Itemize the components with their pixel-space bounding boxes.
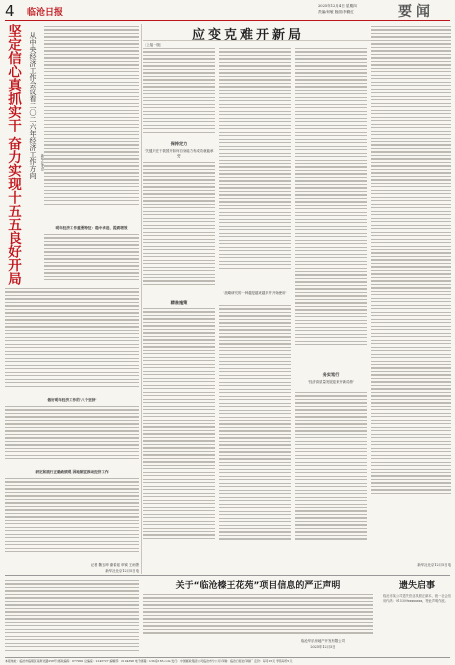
lead-byline: 记者 魏玉坤 谢希瑶 申铖 王雨萧 — [90, 563, 139, 567]
date-line: 2025年12月4日 星期四 — [318, 4, 357, 8]
lead-text-lower — [5, 288, 139, 394]
center-subhead-3: '战略研究的一种越是越来越多并开始使用' — [223, 291, 287, 295]
center-subhead-4-quote: '经济高质量发展迎来开新局势' — [308, 380, 354, 384]
center-subhead-4: 务实笃行 — [322, 372, 340, 377]
editor-line: 责编/何敏 版面/李勤红 — [318, 10, 354, 14]
lead-text-mid — [44, 234, 139, 284]
center-col2-text-b — [219, 305, 291, 560]
notice-title: 关于“临沧榛王花苑”项目信息的严正声明 — [175, 581, 341, 591]
center-col2-text-a — [219, 48, 291, 288]
center-col3-text-b — [295, 392, 367, 552]
bottom-rule — [5, 575, 450, 576]
section-title: 要闻 — [398, 4, 434, 20]
lost-notice-title: 遗失启事 — [398, 581, 435, 591]
notice-body — [143, 594, 373, 636]
center-col3-text-a — [295, 48, 367, 370]
lost-notice — [383, 578, 451, 656]
center-subhead-1: 保持定力 — [170, 141, 188, 146]
lead-kicker: 新华社北京 — [40, 154, 44, 171]
header-rule — [5, 20, 450, 21]
lead-text-top — [44, 26, 139, 222]
lead-footer-note: 新华社北京12月5日电 — [105, 569, 139, 573]
right-col-text — [371, 26, 451, 560]
center-footer-note: 新华社北京12月5日电 — [417, 563, 451, 567]
bottom-left-block — [5, 580, 139, 656]
footer-text: 本报地址：临沧市临翔区南屏北路258号 邮政编码：677000 总编室：2143727 编辑部：2124398 电子邮箱：lcrb@163.com 发行：中国邮政集团公司临沧市分公司 印刷：临沧日报社印刷厂 定价：每月25元 零售每份1元 — [5, 658, 293, 663]
center-col1-text-a — [143, 48, 215, 140]
center-col1-text-b — [143, 162, 215, 297]
lead-subhead-1: 明年经济工作重要特征：稳中求进、提质增效 — [55, 226, 128, 230]
center-subhead-1-quote: '关键只在于我国开如何自身能力有成功就能承受' — [144, 149, 214, 158]
notice-date: 2025年12月5日 — [310, 645, 336, 649]
center-column-label: 〔上接一版〕 — [143, 43, 164, 47]
lead-subhead-2: 做好明年经济工作的'八个坚持' — [47, 398, 97, 402]
footer-rule — [5, 657, 450, 658]
notice-signature: 临沧华乐房地产开发有限公司 — [300, 639, 346, 643]
center-story-title: 应变克难开新局 — [191, 28, 304, 43]
lead-subtitle: 从中央经济工作会议看二〇二六年经济工作方向 — [29, 32, 37, 179]
lost-notice-body: 临沧市某公司遗失营业执照正副本，统一社会信用代码：915309xxxxxxxx，特此声明作废。 — [383, 594, 451, 603]
center-col1-text-c — [143, 308, 215, 560]
lead-text-bottom-1 — [5, 406, 139, 466]
masthead: 临沧日报 — [27, 8, 64, 18]
lead-text-bottom-2 — [5, 478, 139, 560]
page-header — [0, 0, 455, 24]
lead-title: 坚定信心真抓实干 奋力实现十五五良好开局 — [5, 24, 21, 286]
page-number: 4 — [5, 2, 15, 20]
center-subhead-2: 精准施策 — [170, 300, 188, 305]
column-rule-1 — [141, 24, 142, 574]
notice — [143, 578, 373, 656]
lead-subhead-3: 研定和践行正确政绩观 因地制宜推动经济工作 — [35, 470, 109, 474]
